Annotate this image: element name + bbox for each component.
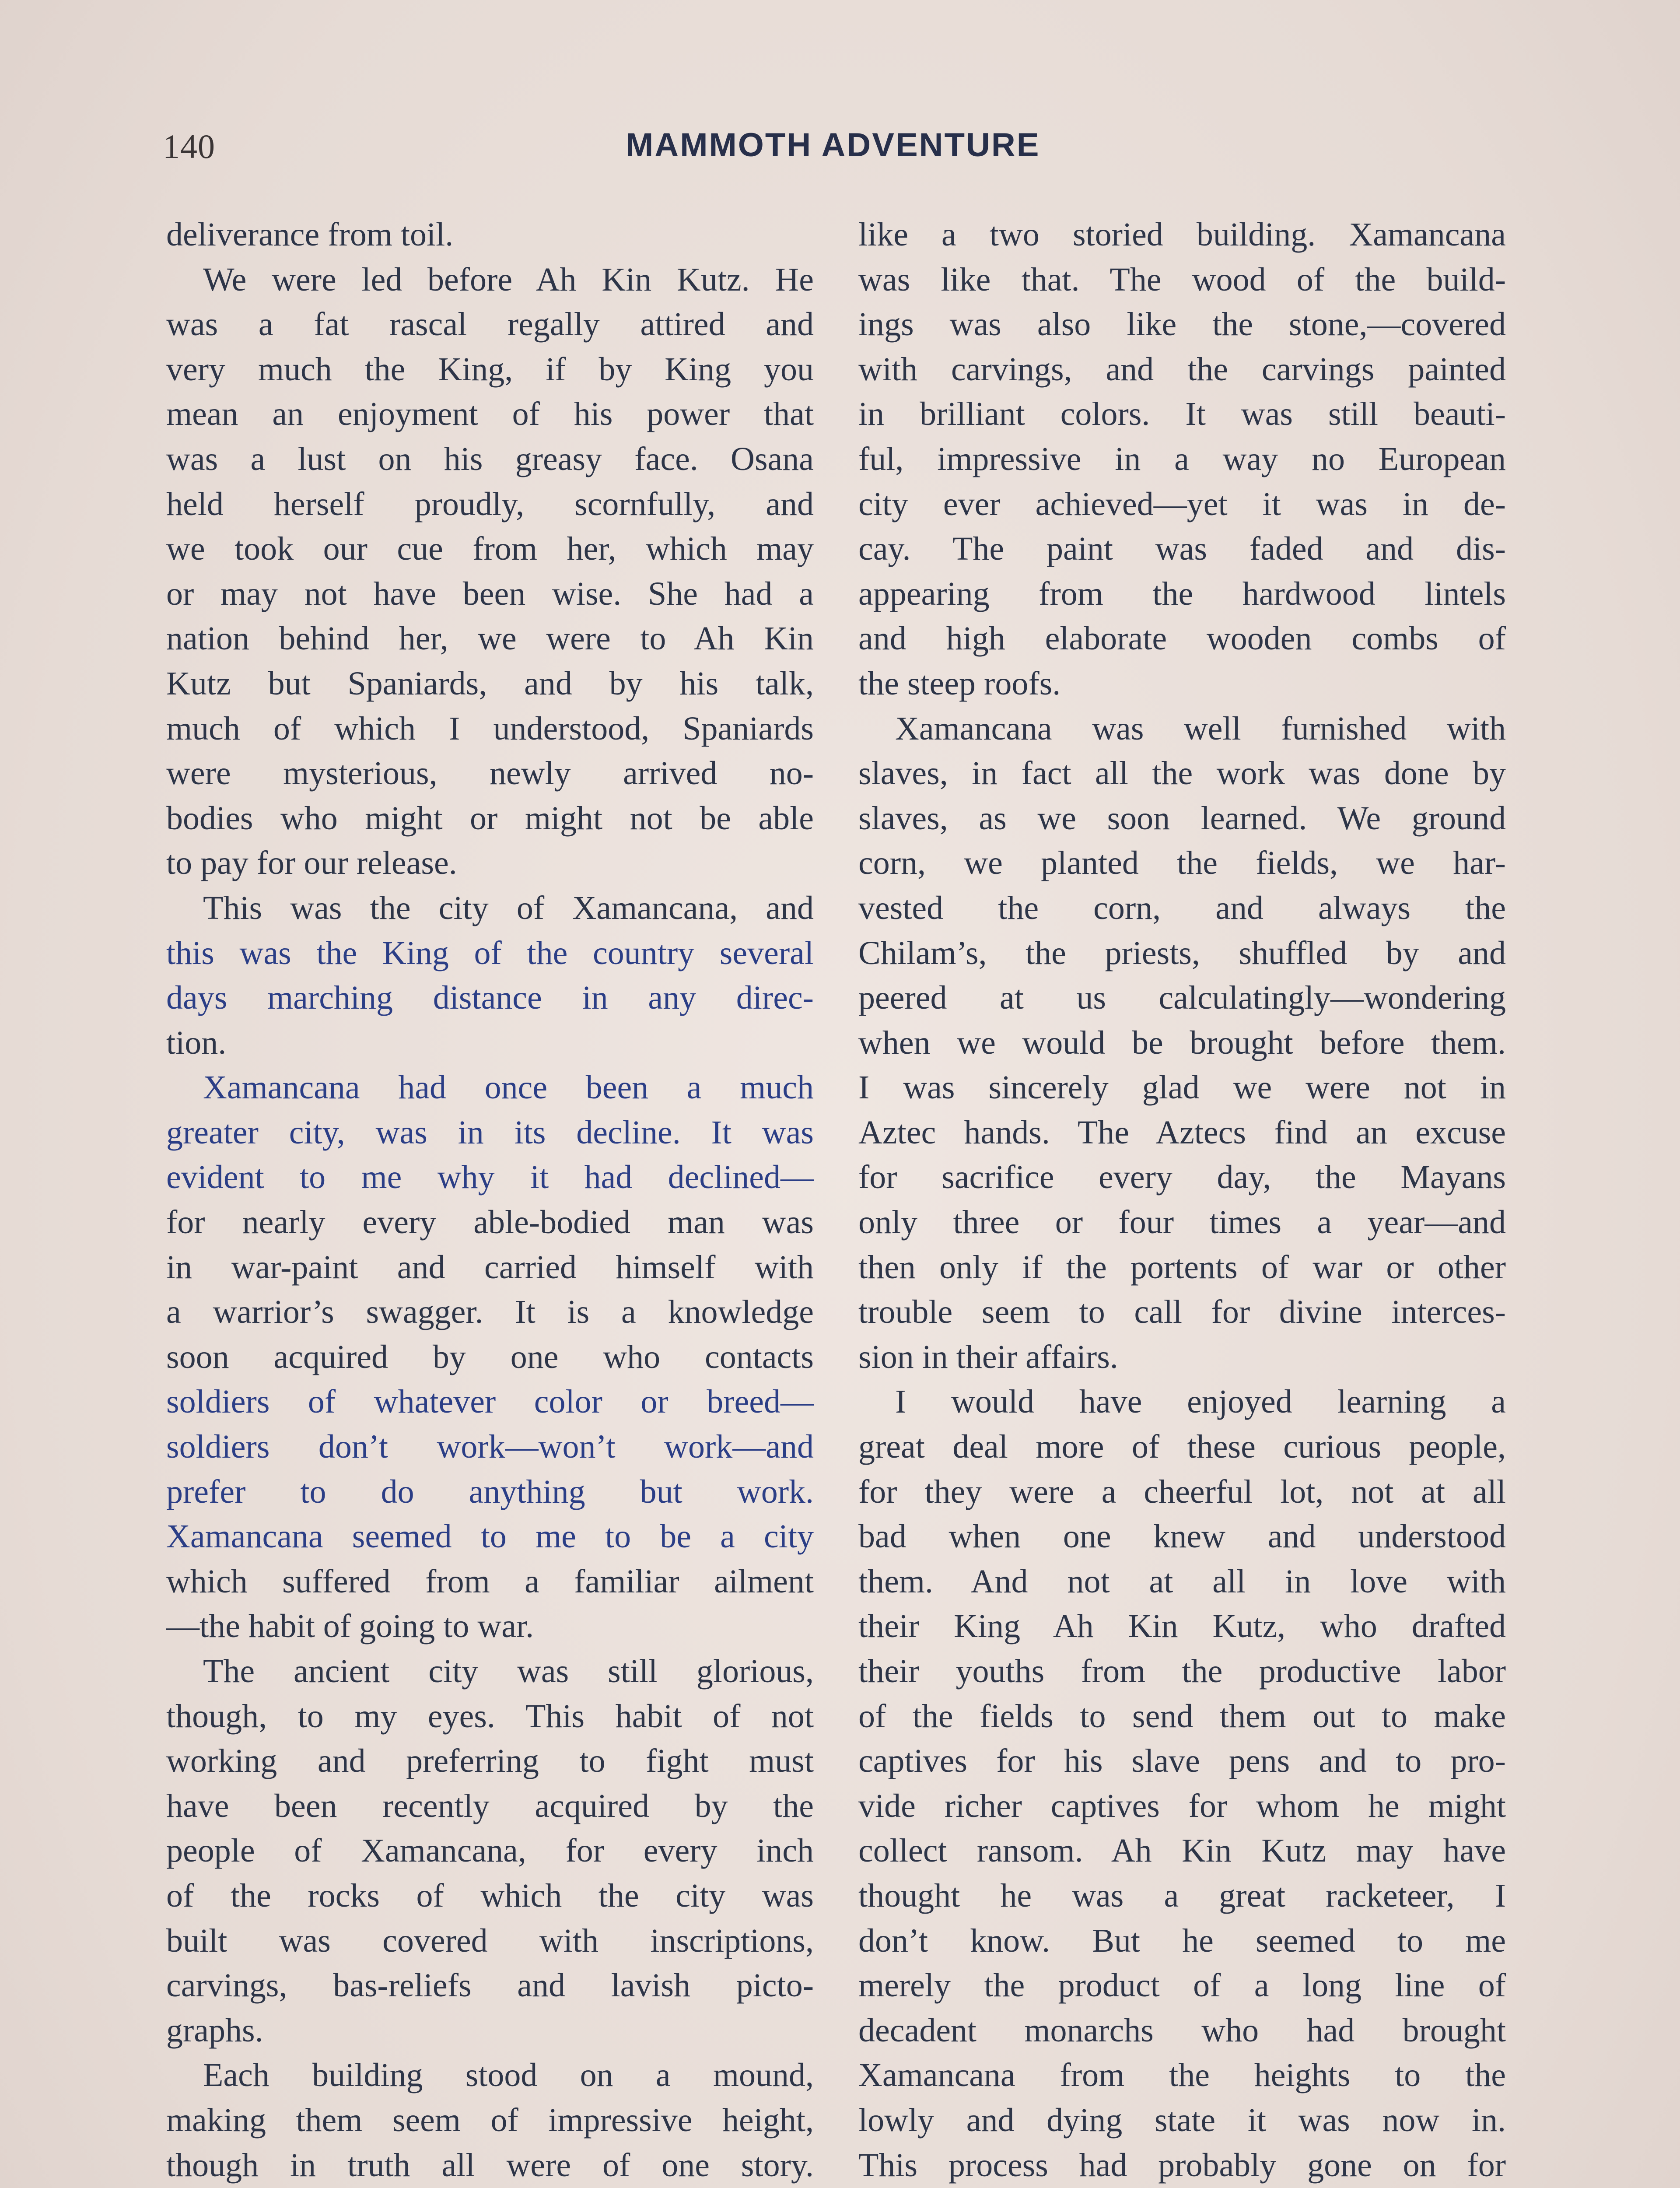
text-line: Xamancana seemed to me to be a city <box>166 1518 814 1555</box>
text-line: We were led before Ah Kin Kutz. He <box>203 261 814 298</box>
text-line: much of which I understood, Spaniards <box>166 710 814 747</box>
text-line: was like that. The wood of the build- <box>858 261 1506 298</box>
text-line: this was the King of the country several <box>166 934 814 971</box>
text-line: collect ransom. Ah Kin Kutz may have <box>858 1832 1506 1869</box>
text-line: I was sincerely glad we were not in <box>858 1069 1506 1106</box>
text-line: when we would be brought before them. <box>858 1024 1506 1061</box>
text-line: in war-paint and carried himself with <box>166 1248 814 1286</box>
text-line: built was covered with inscriptions, <box>166 1922 814 1959</box>
text-line: their King Ah Kin Kutz, who drafted <box>858 1608 1506 1645</box>
text-line: the steep roofs. <box>858 665 1061 702</box>
text-line: then only if the portents of war or other <box>858 1248 1506 1286</box>
text-line: soldiers don’t work—won’t work—and <box>166 1428 814 1466</box>
text-line: were mysterious, newly arrived no- <box>166 755 814 792</box>
text-line: of the fields to send them out to make <box>858 1697 1506 1735</box>
text-line: —the habit of going to war. <box>166 1608 534 1645</box>
text-line: This process had probably gone on for <box>858 2146 1506 2184</box>
text-line: was a fat rascal regally attired and <box>166 306 814 343</box>
right-text-column <box>858 212 1506 2188</box>
text-line: Aztec hands. The Aztecs find an excuse <box>858 1114 1506 1151</box>
text-line: merely the product of a long line of <box>858 1967 1506 2004</box>
text-line: of the rocks of which the city was <box>166 1877 814 1914</box>
text-line: with carvings, and the carvings painted <box>858 351 1506 388</box>
text-line: thought he was a great racketeer, I <box>858 1877 1506 1914</box>
text-line: have been recently acquired by the <box>166 1787 814 1824</box>
text-line: city ever achieved—yet it was in de- <box>858 485 1506 522</box>
text-line: I would have enjoyed learning a <box>895 1383 1506 1420</box>
text-line: vide richer captives for whom he might <box>858 1787 1506 1824</box>
text-line: them. And not at all in love with <box>858 1563 1506 1600</box>
text-line: The ancient city was still glorious, <box>203 1653 814 1690</box>
text-line: vested the corn, and always the <box>858 889 1506 926</box>
text-line: evident to me why it had declined— <box>166 1159 814 1196</box>
text-line: people of Xamancana, for every inch <box>166 1832 814 1869</box>
text-line: a warrior’s swagger. It is a knowledge <box>166 1294 814 1331</box>
text-line: mean an enjoyment of his power that <box>166 396 814 433</box>
text-line: lowly and dying state it was now in. <box>858 2101 1506 2139</box>
text-line: Chilam’s, the priests, shuffled by and <box>858 934 1506 971</box>
text-line: ful, impressive in a way no European <box>858 440 1506 477</box>
text-line: captives for his slave pens and to pro- <box>858 1743 1506 1780</box>
left-text-column <box>166 212 814 2188</box>
text-line: Xamancana from the heights to the <box>858 2057 1506 2094</box>
text-line: and high elaborate wooden combs of <box>858 620 1506 657</box>
text-line: in brilliant colors. It was still beauti- <box>858 396 1506 433</box>
text-line: Xamancana was well furnished with <box>895 710 1506 747</box>
text-line: to pay for our release. <box>166 845 457 882</box>
text-line: greater city, was in its decline. It was <box>166 1114 814 1151</box>
text-line: tion. <box>166 1024 227 1061</box>
text-line: for nearly every able-bodied man was <box>166 1204 814 1241</box>
text-line: though in truth all were of one story. <box>166 2146 814 2184</box>
text-line: ings was also like the stone,—covered <box>858 306 1506 343</box>
text-line: only three or four times a year—and <box>858 1204 1506 1241</box>
text-line: or may not have been wise. She had a <box>166 575 814 612</box>
text-line: sion in their affairs. <box>858 1338 1118 1375</box>
text-line: making them seem of impressive height, <box>166 2101 814 2139</box>
text-line: bodies who might or might not be able <box>166 799 814 837</box>
text-line: working and preferring to fight must <box>166 1743 814 1780</box>
text-line: corn, we planted the fields, we har- <box>858 845 1506 882</box>
text-line: decadent monarchs who had brought <box>858 2012 1506 2049</box>
text-line: soon acquired by one who contacts <box>166 1338 814 1375</box>
text-line: we took our cue from her, which may <box>166 530 814 568</box>
text-line: graphs. <box>166 2012 263 2049</box>
text-line: soldiers of whatever color or breed— <box>166 1383 814 1420</box>
text-line: days marching distance in any direc- <box>166 979 814 1017</box>
text-line: slaves, in fact all the work was done by <box>858 755 1506 792</box>
text-line: like a two storied building. Xamancana <box>858 216 1506 253</box>
text-line: prefer to do anything but work. <box>166 1473 814 1510</box>
text-line: trouble seem to call for divine interces- <box>858 1294 1506 1331</box>
running-head: MAMMOTH ADVENTURE <box>626 126 1040 164</box>
text-line: Kutz but Spaniards, and by his talk, <box>166 665 814 702</box>
text-line: Each building stood on a mound, <box>203 2057 814 2094</box>
text-line: cay. The paint was faded and dis- <box>858 530 1506 568</box>
text-line: their youths from the productive labor <box>858 1653 1506 1690</box>
text-line: peered at us calculatingly—wondering <box>858 979 1506 1017</box>
text-line: though, to my eyes. This habit of not <box>166 1697 814 1735</box>
text-line: don’t know. But he seemed to me <box>858 1922 1506 1959</box>
text-line: carvings, bas-reliefs and lavish picto- <box>166 1967 814 2004</box>
text-line: great deal more of these curious people, <box>858 1428 1506 1466</box>
text-line: appearing from the hardwood lintels <box>858 575 1506 612</box>
text-line: This was the city of Xamancana, and <box>203 889 814 926</box>
page-number: 140 <box>163 127 215 165</box>
text-line: for sacrifice every day, the Mayans <box>858 1159 1506 1196</box>
text-line: which suffered from a familiar ailment <box>166 1563 814 1600</box>
text-line: bad when one knew and understood <box>858 1518 1506 1555</box>
text-line: very much the King, if by King you <box>166 351 814 388</box>
text-line: was a lust on his greasy face. Osana <box>166 440 814 477</box>
text-line: deliverance from toil. <box>166 216 454 253</box>
text-line: nation behind her, we were to Ah Kin <box>166 620 814 657</box>
text-line: slaves, as we soon learned. We ground <box>858 799 1506 837</box>
text-line: Xamancana had once been a much <box>203 1069 814 1106</box>
text-line: for they were a cheerful lot, not at all <box>858 1473 1506 1510</box>
text-line: held herself proudly, scornfully, and <box>166 485 814 522</box>
